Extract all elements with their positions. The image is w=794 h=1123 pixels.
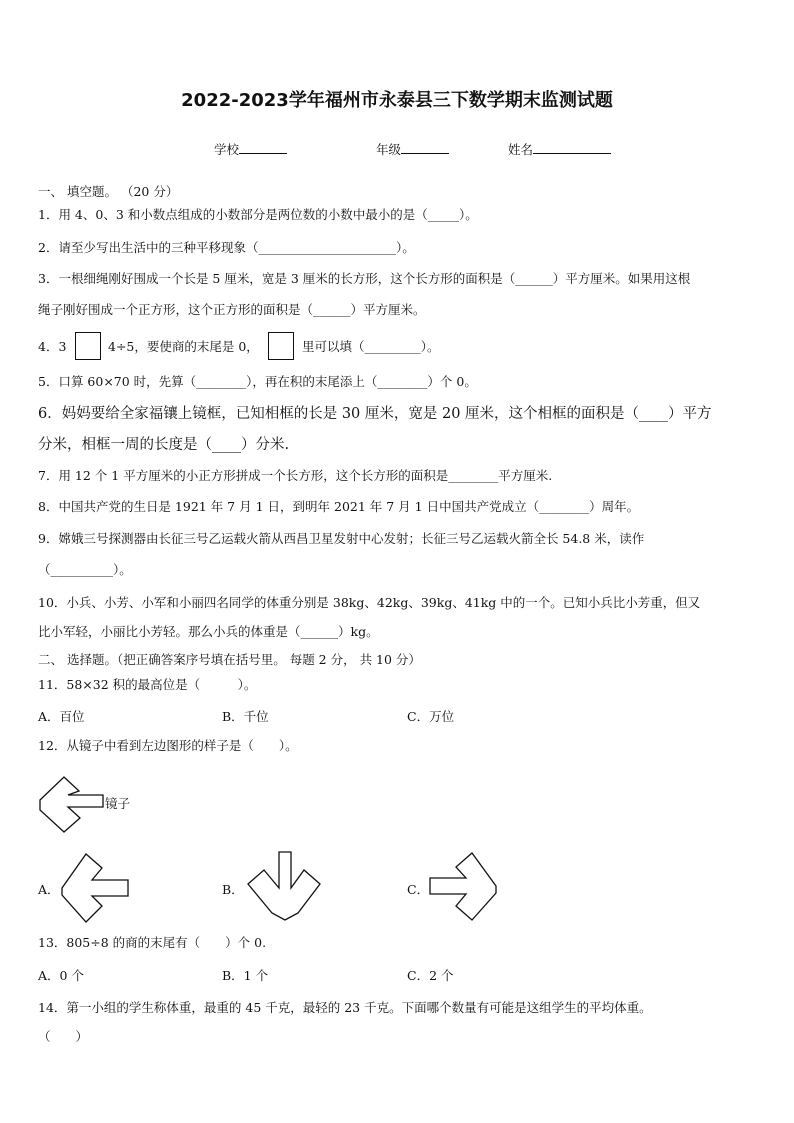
question-3-line-2: 绳子刚好围成一个正方形，这个正方形的面积是（______）平方厘米。: [38, 302, 426, 317]
name-label: 姓名: [508, 142, 534, 157]
section-2-heading: 二、 选择题。（把正确答案序号填在括号里。 每题 2 分， 共 10 分）: [38, 652, 421, 667]
school-label: 学校: [214, 142, 240, 157]
q11-option-b[interactable]: B．千位: [222, 709, 269, 724]
question-2: 2．请至少写出生活中的三种平移现象（______________________）。: [38, 240, 415, 255]
q12-option-b[interactable]: B．: [222, 882, 244, 897]
q13-option-b[interactable]: B．1 个: [222, 968, 269, 983]
question-10-line-1: 10．小兵、小芳、小军和小丽四名同学的体重分别是 38kg、42kg、39kg、41kg 中的一个。已知小兵比小芳重，但又: [38, 595, 701, 610]
question-9-line-1: 9．嫦娥三号探测器由长征三号乙运载火箭从西昌卫星发射中心发射；长征三号乙运载火箭全长 54.8 米，读作: [38, 531, 645, 546]
question-6-line-1: 6．妈妈要给全家福镶上镜框，已知相框的长是 30 厘米，宽是 20 厘米，这个相框的面积是（____）平方: [38, 406, 712, 422]
question-1: 1．用 4、0、3 和小数点组成的小数部分是两位数的小数中最小的是（_____）。: [38, 207, 478, 222]
q13-option-c[interactable]: C．2 个: [407, 968, 454, 983]
q11-option-a[interactable]: A．百位: [38, 709, 85, 724]
q13-option-a[interactable]: A．0 个: [38, 968, 84, 983]
question-10-line-2: 比小军轻，小丽比小芳轻。那么小兵的体重是（______）kg。: [38, 624, 379, 639]
question-14-line-2: （ ）: [38, 1029, 89, 1044]
page-title: 2022-2023学年福州市永泰县三下数学期末监测试题: [181, 90, 613, 111]
question-4-part-b: 4÷5，要使商的末尾是 0，: [108, 339, 259, 354]
q11-option-c[interactable]: C．万位: [407, 709, 455, 724]
q12-option-c[interactable]: C．: [407, 882, 430, 897]
question-4-part-c: 里可以填（_________）。: [302, 339, 440, 354]
question-7: 7．用 12 个 1 平方厘米的小正方形拼成一个长方形，这个长方形的面积是________平方厘米.: [38, 468, 553, 483]
section-1-heading: 一、 填空题。 （20 分）: [38, 184, 179, 199]
grade-label: 年级: [376, 142, 402, 157]
question-13: 13．805÷8 的商的末尾有（ ）个 0.: [38, 935, 267, 950]
q12-option-a[interactable]: A．: [38, 882, 60, 897]
question-11: 11．58×32 积的最高位是（ ）。: [38, 677, 257, 692]
question-6-line-2: 分米，相框一周的长度是（____）分米.: [38, 437, 290, 453]
question-5: 5．口算 60×70 时，先算（________），再在积的末尾添上（________）个 0。: [38, 374, 477, 389]
question-3-line-1: 3．一根细绳刚好围成一个长是 5 厘米，宽是 3 厘米的长方形，这个长方形的面积是（______）平方厘米。如果用这根: [38, 271, 691, 286]
question-12: 12．从镜子中看到左边图形的样子是（ ）。: [38, 738, 298, 753]
option-c-arrow-shape: [430, 853, 496, 920]
question-14-line-1: 14．第一小组的学生称体重，最重的 45 千克，最轻的 23 千克。下面哪个数量有可能是这组学生的平均体重。: [38, 1000, 652, 1015]
question-8: 8．中国共产党的生日是 1921 年 7 月 1 日，到明年 2021 年 7 月 1 日中国共产党成立（________）周年。: [38, 499, 640, 514]
question-4-part-a: 4．3: [38, 339, 67, 354]
mirror-label: 镜子: [105, 796, 131, 811]
question-9-line-2: （__________）。: [38, 562, 132, 577]
